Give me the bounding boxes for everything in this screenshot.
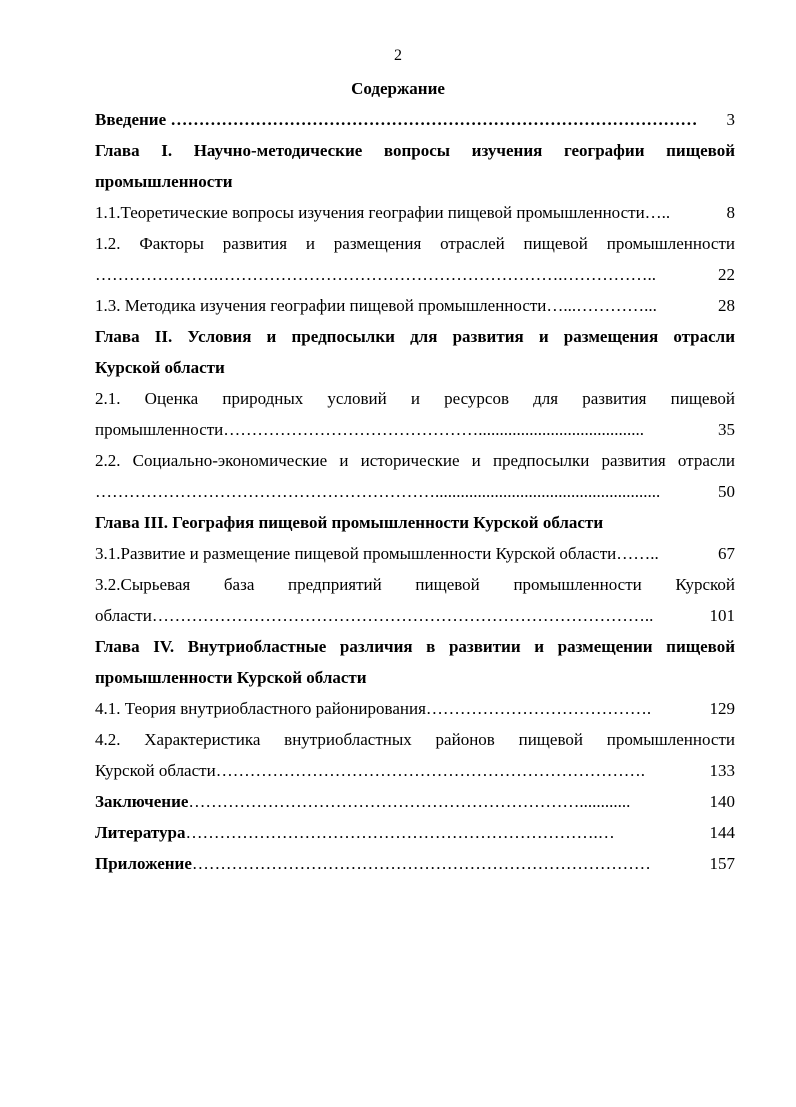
toc-page-number: 101	[709, 606, 735, 625]
toc-entry-text: 1.1.Теоретические вопросы изучения географии пищевой промышленности	[95, 203, 645, 222]
toc-entry-4-2[interactable]: 4.2. Характеристика внутриобластных районов пищевой промышленности	[95, 730, 735, 749]
toc-page-number: 67	[718, 544, 735, 563]
toc-chapter-1-heading-cont[interactable]: промышленности	[95, 172, 233, 191]
toc-entry-2-2[interactable]: 2.2. Социально-экономические и исторические и предпосылки развития отрасли	[95, 451, 735, 470]
toc-entry-2-2-cont[interactable]	[95, 476, 735, 507]
toc-chapter-4-heading-cont[interactable]: промышленности Курской области	[95, 668, 367, 687]
toc-page-number: 8	[726, 203, 735, 222]
toc-entry-2-1[interactable]: 2.1. Оценка природных условий и ресурсов для развития пищевой	[95, 389, 735, 408]
toc-leader-dots: ……..	[616, 544, 659, 563]
toc-leader-dots: ……………………………………………………………….…	[185, 823, 615, 842]
toc-entry-text: 1.3. Методика изучения географии пищевой промышленности	[95, 296, 547, 315]
toc-page-number: 22	[718, 265, 735, 284]
toc-page-number: 28	[718, 296, 735, 315]
toc-page-number: 129	[709, 699, 735, 718]
toc-leader-dots: ………………………………….	[425, 699, 652, 718]
toc-leader-dots: …...…………...	[546, 296, 657, 315]
toc-entry-2-1-cont[interactable]	[95, 414, 735, 445]
page-number: 2	[394, 47, 402, 64]
toc-leader-dots: ……………………………………………………………………………..	[151, 606, 654, 625]
toc-page-number: 50	[718, 482, 735, 501]
toc-entry-1-2[interactable]: 1.2. Факторы развития и размещения отраслей пищевой промышленности	[95, 234, 735, 253]
toc-entry-text: промышленности	[95, 420, 224, 439]
toc-entry-3-2[interactable]: 3.2.Сырьевая база предприятий пищевой промышленности Курской	[95, 575, 735, 594]
toc-entry-1-3[interactable]	[95, 290, 735, 321]
toc-entry-text: Литература	[95, 823, 186, 842]
toc-leader-dots: ……………………………………….......................................	[223, 420, 645, 439]
toc-entry-4-2-cont[interactable]	[95, 755, 735, 786]
toc-chapter-3-heading[interactable]: Глава III. География пищевой промышленности Курской области	[95, 513, 604, 532]
toc-page-number: 144	[709, 823, 735, 842]
toc-entry-3-2-cont[interactable]	[95, 600, 735, 631]
toc-page-number: 157	[709, 854, 735, 873]
toc-entry-text: Приложение	[95, 854, 192, 873]
toc-title: Содержание	[351, 79, 445, 98]
toc-entry-4-1[interactable]	[95, 693, 735, 724]
toc-entry-3-1[interactable]	[95, 538, 735, 569]
toc-entry-text: Введение …	[95, 110, 188, 129]
toc-leader-dots: ………………….…………………………………………………….……………..	[95, 265, 656, 284]
toc-leader-dots: ………………………………………………………………….	[215, 761, 645, 780]
toc-entry-1-2-cont[interactable]	[95, 259, 735, 290]
toc-page-number: 35	[718, 420, 735, 439]
toc-entry-text: Курской области	[95, 761, 216, 780]
toc-entry-introduction[interactable]	[95, 104, 735, 135]
toc-chapter-2-heading[interactable]: Глава II. Условия и предпосылки для развития и размещения отрасли	[95, 327, 735, 346]
toc-chapter-1-heading[interactable]: Глава I. Научно-методические вопросы изучения географии пищевой	[95, 141, 735, 160]
toc-entry-appendix[interactable]	[95, 848, 735, 879]
toc-page-number: 140	[709, 792, 735, 811]
toc-entry-text: 3.1.Развитие и размещение пищевой промышленности Курской области	[95, 544, 617, 563]
toc-page-number: 3	[726, 110, 735, 129]
toc-entry-1-1[interactable]	[95, 197, 735, 228]
toc-entry-text: области	[95, 606, 152, 625]
toc-leader-dots: …..	[644, 203, 671, 222]
toc-leader-dots: ……………………………………………………………............	[188, 792, 631, 811]
toc-leader-dots: ………………………………………………………………………………	[187, 110, 698, 129]
toc-chapter-2-heading-cont[interactable]: Курской области	[95, 358, 225, 377]
toc-entry-text: Заключение	[95, 792, 189, 811]
toc-page-number: 133	[709, 761, 735, 780]
toc-leader-dots: ………………………………………………………………………	[191, 854, 651, 873]
toc-entry-text: 4.1. Теория внутриобластного районирования	[95, 699, 426, 718]
toc-entry-conclusion[interactable]	[95, 786, 735, 817]
toc-entry-literature[interactable]	[95, 817, 735, 848]
toc-leader-dots: …………………………………………………….....................................................	[95, 482, 661, 501]
toc-chapter-4-heading[interactable]: Глава IV. Внутриобластные различия в развитии и размещении пищевой	[95, 637, 735, 656]
